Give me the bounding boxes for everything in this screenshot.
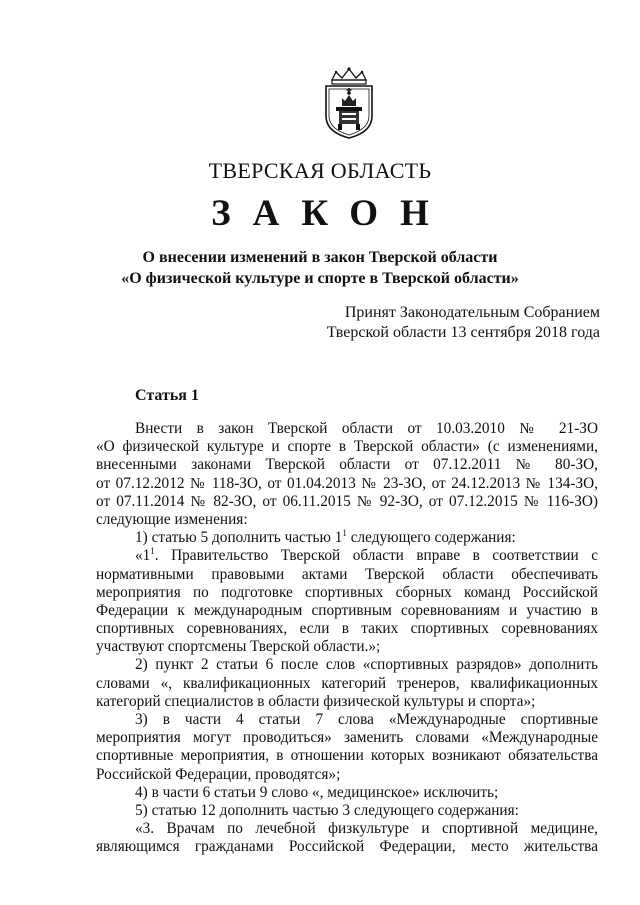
amendment-item-3: 3) в части 4 статьи 7 слова «Международные спортивные xyxy=(135,711,598,728)
text-line: спортивные мероприятия, в отношении которых возникают обязательства xyxy=(96,747,598,765)
amendment-item-1 xyxy=(96,529,598,547)
text-line: от 07.12.2012 № 118-ЗО, от 01.04.2013 № 23-ЗО, от 24.12.2013 № 134-ЗО, xyxy=(96,474,598,492)
amendment-item-4: 4) в части 6 статьи 9 слово «, медицинское» исключить; xyxy=(135,783,499,801)
article-heading: Статья 1 xyxy=(135,387,199,404)
text-line: мероприятия могут проводиться» заменить словами «Международные xyxy=(96,729,598,747)
quote-line: являющимся гражданами Российской Федерации, место жительства xyxy=(96,838,598,856)
quote-line: Федерации к международным спортивным соревнованиям и участию в xyxy=(96,601,598,619)
superscript: 1 xyxy=(342,528,347,539)
text-line: от 07.11.2014 № 82-ЗО, от 06.11.2015 № 92-ЗО, от 07.12.2015 № 116-ЗО) xyxy=(96,492,598,510)
adoption-line: Тверской области 13 сентября 2018 года xyxy=(326,324,600,341)
quote-line xyxy=(96,547,598,565)
law-title-line: «О физической культуре и спорте в Тверской области» xyxy=(121,270,519,287)
text-fragment: следующего содержания: xyxy=(346,529,516,547)
quote-line: мероприятия по подготовке спортивных сборных команд Российской xyxy=(96,583,598,601)
quote-line: участвуют спортсмены Тверской области.»; xyxy=(96,638,381,656)
quote-line: «3. Врачам по лечебной физкультуре и спортивной медицине, xyxy=(135,820,598,838)
text-fragment: «1 xyxy=(135,547,151,565)
text-line: внесенными законами Тверской области от 07.12.2011 № 80-ЗО, xyxy=(96,456,598,474)
coat-of-arms-icon xyxy=(318,66,380,140)
document-type: ЗАКОН xyxy=(211,193,451,234)
text-line: словами «, квалификационных категорий тренеров, квалификационных xyxy=(96,674,598,692)
adoption-note xyxy=(327,303,600,343)
text-line: Российской Федерации, проводятся»; xyxy=(96,765,341,783)
text-line: Внести в закон Тверской области от 10.03.2010 № 21-ЗО xyxy=(135,420,598,437)
text-fragment: . Правительство Тверской области вправе в соответствии с xyxy=(154,547,598,565)
text-line: «О физической культуре и спорте в Тверской области» (с изменениями, xyxy=(96,438,598,456)
region-name: ТВЕРСКАЯ ОБЛАСТЬ xyxy=(208,158,432,183)
text-line: категорий специалистов в области физической культуры и спорта»; xyxy=(96,692,536,710)
amendment-item-5: 5) статью 12 дополнить частью 3 следующего содержания: xyxy=(135,801,519,819)
law-title-line: О внесении изменений в закон Тверской области xyxy=(142,249,498,266)
superscript: 1 xyxy=(150,547,155,557)
article-body xyxy=(96,420,598,857)
law-title xyxy=(0,247,640,289)
quote-line: спортивных соревнованиях, если в таких спортивных соревнованиях xyxy=(96,620,598,638)
quote-line: нормативными правовыми актами Тверской области обеспечивать xyxy=(96,565,598,583)
adoption-line: Принят Законодательным Собранием xyxy=(344,304,600,321)
amendment-item-2: 2) пункт 2 статьи 6 после слов «спортивных разрядов» дополнить xyxy=(135,656,598,674)
text-fragment: 1) статью 5 дополнить частью 1 xyxy=(135,529,343,547)
text-line: следующие изменения: xyxy=(96,510,248,528)
